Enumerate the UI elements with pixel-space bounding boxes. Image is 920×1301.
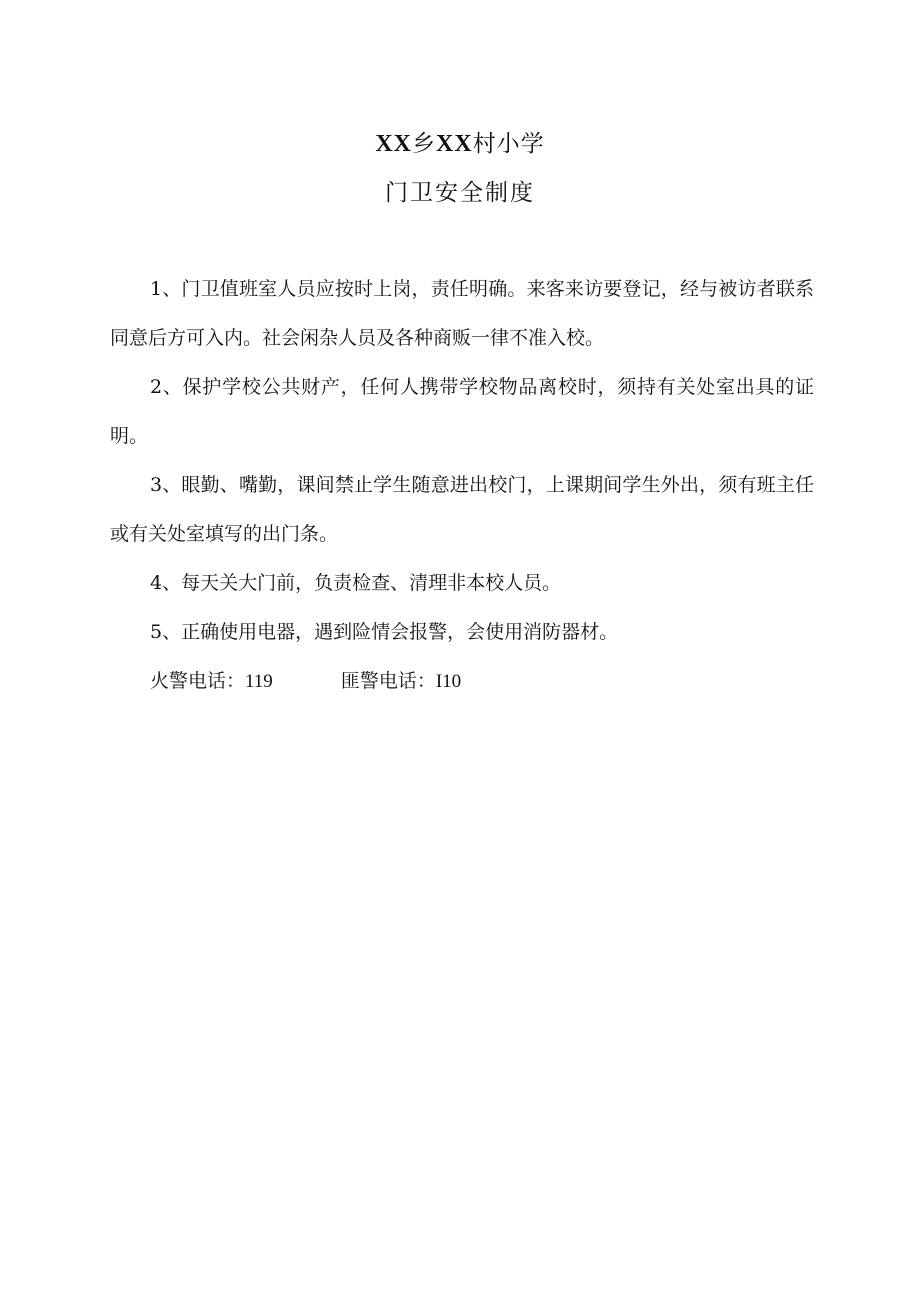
police-phone-label: 匪警电话： [340,670,436,692]
title-part-2: 乡 [412,131,436,157]
rule-item-1: 1、门卫值班室人员应按时上岗，责任明确。来客来访要登记，经与被访者联系同意后方可入内。社会闲杂人员及各种商贩一律不准入校。 [110,278,814,349]
title-part-3: XX [436,131,473,157]
fire-phone-label: 火警电话： [150,670,246,692]
rule-item-5: 5、正确使用电器，遇到险情会报警，会使用消防器材。 [150,621,619,643]
emergency-phones [110,657,814,706]
school-name-title [0,127,920,161]
document-subtitle: 门卫安全制度 [385,180,535,206]
rules-body [110,265,814,706]
rule-item-2: 2、保护学校公共财产，任何人携带学校物品离校时，须持有关处室出具的证明。 [110,376,814,447]
police-phone-number: I10 [435,671,462,692]
rule-item-3: 3、眼勤、嘴勤，课间禁止学生随意进出校门，上课期间学生外出，须有班主任或有关处室填写的出门条。 [110,474,814,545]
title-part-1: XX [375,131,412,157]
title-part-4: 村小学 [472,131,545,157]
fire-phone-number: 119 [245,671,273,692]
rule-item-4: 4、每天关大门前，负责检查、清理非本校人员。 [150,572,562,594]
